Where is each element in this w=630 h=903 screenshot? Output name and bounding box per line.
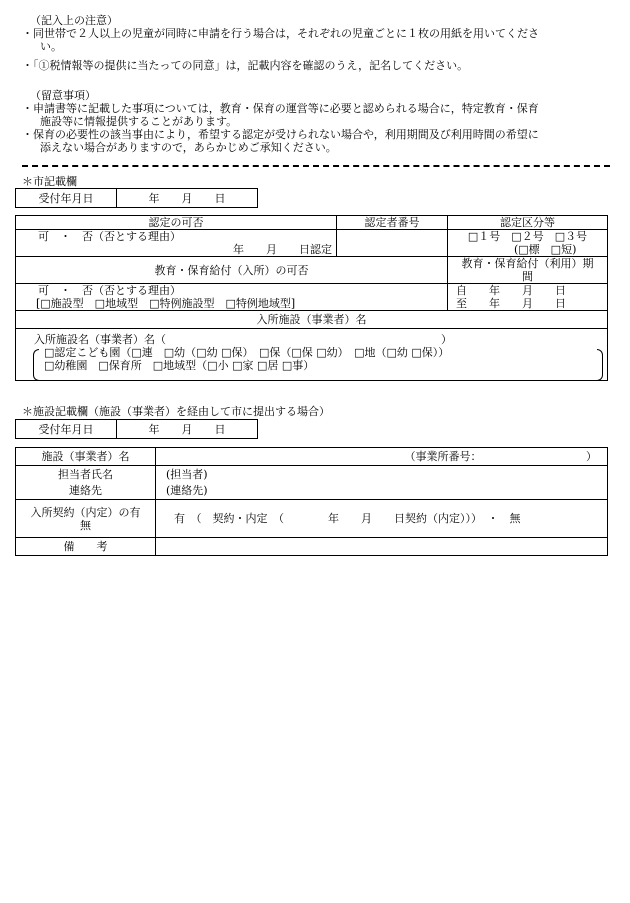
- contract-label-line2: 無: [80, 518, 91, 532]
- period-header: [448, 257, 608, 284]
- facility-type-line2: □幼稚園 □保育所 □地域型（□小 □家 □居 □事）: [44, 359, 315, 372]
- category-options: □１号 □２号 □３号: [467, 230, 588, 243]
- remarks-item-1: ・申請書等に記載した事項については，教育・保育の運営等に必要と認められる場合に，特定教育・保育: [22, 102, 539, 115]
- facility-info-table: [15, 447, 608, 556]
- facility-name-label: 施設（事業者）名: [16, 448, 156, 466]
- contact-person-label: 担当者氏名: [16, 466, 156, 483]
- facility-type-line1: □認定こども園（□連 □幼（□幼 □保） □保（□保 □幼） □地（□幼 □保））: [44, 346, 450, 359]
- category-header: 認定区分等: [448, 216, 608, 230]
- contact-label: 連絡先: [16, 483, 156, 500]
- facility-received-table: [15, 419, 258, 439]
- notes-item-1-cont: い。: [40, 40, 62, 53]
- notes-item-1: ・同世帯で２人以上の児童が同時に申請を行う場合は，それぞれの児童ごとに１枚の用紙を用いてくださ: [22, 27, 539, 40]
- notes-item-2: ・「①税情報等の提供に当たっての同意」は，記載内容を確認のうえ，記名してください。: [22, 59, 469, 72]
- contact-person-value[interactable]: (担当者): [156, 466, 608, 483]
- remarks-section: [26, 89, 96, 102]
- approval-header: 認定の可否: [16, 216, 337, 230]
- notes-section: [26, 14, 118, 27]
- benefit-cell[interactable]: [16, 284, 448, 311]
- approval-choice: 可 ・ 否（否とする理由）: [38, 230, 181, 243]
- facility-type-bracket-right: [597, 349, 603, 381]
- period-cell[interactable]: [448, 284, 608, 311]
- benefit-header: 教育・保育給付（入所）の可否: [16, 257, 448, 284]
- approval-date: 年 月 日認定: [233, 243, 332, 256]
- city-section-heading: ＊市記載欄: [22, 175, 77, 188]
- remarks-list: [22, 102, 539, 154]
- category-suboptions: (□標 □短): [514, 243, 577, 256]
- category-cell[interactable]: [448, 230, 608, 257]
- remarks-item-2-cont: 添えない場合がありますので，あらかじめご承知ください。: [40, 141, 337, 154]
- contract-label-line1: 入所契約（内定）の有: [30, 505, 141, 519]
- period-header-line1: 教育・保育給付（利用）期: [461, 257, 594, 270]
- period-to: 至 年 月 日: [456, 297, 566, 310]
- separator-dashed-line: [22, 165, 610, 167]
- city-received-label: 受付年月日: [16, 189, 117, 208]
- office-number: （事業所番号： ）: [404, 450, 597, 463]
- benefit-choice: 可 ・ 否（否とする理由）: [38, 284, 181, 297]
- facility-received-date[interactable]: 年 月 日: [117, 420, 258, 439]
- notes-heading: （記入上の注意）: [30, 14, 118, 27]
- facility-section-heading: ＊施設記載欄（施設（事業者）を経由して市に提出する場合）: [22, 405, 330, 418]
- facility-received-label: 受付年月日: [16, 420, 117, 439]
- contact-value[interactable]: (連絡先): [156, 483, 608, 500]
- facility-name-value[interactable]: [156, 448, 608, 466]
- remarks-item-1-cont: 施設等に情報提供することがあります。: [40, 115, 238, 128]
- facility-name-line: 入所施設名（事業者）名（ ）: [34, 333, 452, 346]
- city-approval-table: [15, 215, 608, 381]
- approver-number-header: 認定者番号: [337, 216, 448, 230]
- approval-cell[interactable]: [16, 230, 337, 257]
- city-received-table: [15, 188, 258, 208]
- remarks-item-2: ・保育の必要性の該当事由により，希望する認定が受けられない場合や，利用期間及び利用時間の希望に: [22, 128, 539, 141]
- contract-label: [16, 500, 156, 538]
- facility-name-cell[interactable]: [16, 329, 608, 381]
- period-from: 自 年 月 日: [456, 284, 566, 297]
- facility-type-bracket-left: [33, 349, 39, 381]
- remarks-value[interactable]: [156, 538, 608, 556]
- period-header-line2: 間: [522, 270, 533, 283]
- approver-number-cell[interactable]: [337, 230, 448, 257]
- contract-value[interactable]: 有 （ 契約・内定 （ 年 月 日契約（内定））） ・ 無: [156, 500, 608, 538]
- city-received-date[interactable]: 年 月 日: [117, 189, 258, 208]
- remarks-label: 備 考: [16, 538, 156, 556]
- notes-list: [22, 27, 539, 72]
- benefit-facility-types: [□施設型 □地域型 □特例施設型 □特例地域型]: [36, 297, 296, 310]
- remarks-heading: （留意事項）: [30, 89, 96, 102]
- facility-name-header: 入所施設（事業者）名: [16, 311, 608, 329]
